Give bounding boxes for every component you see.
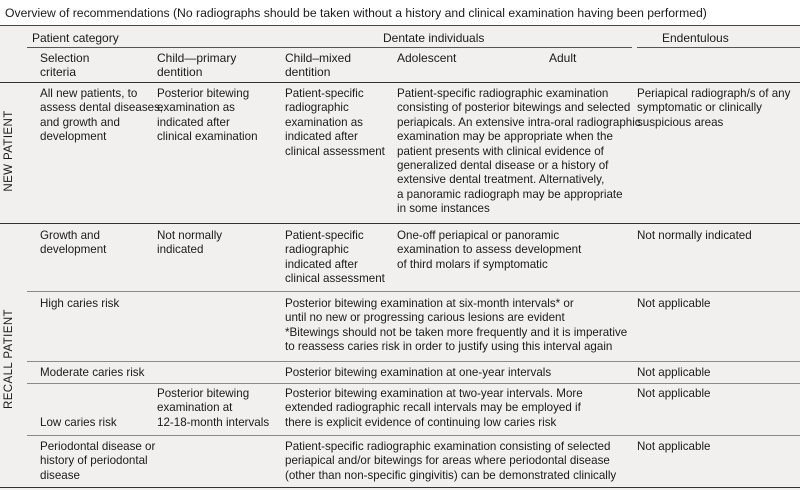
section-divider <box>0 223 800 224</box>
growth-edentulous: Not normally indicated <box>637 229 752 242</box>
high-dentate: Posterior bitewing examination at six-month intervals* or until no new or progressing carious lesions are evident *Bitewings should not be taken more frequently and it is imperative to reassess caries risk in order to justify using this interval again <box>285 297 628 354</box>
section-label-recall-patient: RECALL PATIENT <box>3 309 15 409</box>
table-bottom-rule <box>0 487 800 488</box>
low-child-primary: Posterior bitewing examination at 12-18-month intervals <box>157 387 270 429</box>
row-divider <box>27 435 800 436</box>
row-divider <box>27 291 800 292</box>
high-edentulous: Not applicable <box>637 297 711 310</box>
header-selection-criteria: Selection criteria <box>40 51 90 80</box>
low-edentulous: Not applicable <box>637 387 711 400</box>
header-adult: Adult <box>549 51 577 65</box>
moderate-dentate: Posterior bitewing examination at one-year intervals <box>285 366 552 379</box>
new-child-mixed: Patient-specific radiographic examination as indicated after clinical assessment <box>285 87 385 158</box>
section-label-new-patient: NEW PATIENT <box>3 110 15 192</box>
header-dentate-individuals: Dentate individuals <box>383 31 485 45</box>
growth-criteria: Growth and development <box>40 229 107 257</box>
header-bottom-rule <box>0 82 800 83</box>
header-child-primary: Child—primary dentition <box>157 51 237 80</box>
row-divider <box>27 383 800 384</box>
growth-child-mixed: Patient-specific radiographic indicated after clinical assessment <box>285 229 385 286</box>
header-divider-edentulous <box>637 47 800 48</box>
perio-criteria: Periodontal disease or history of periodontal disease <box>40 440 156 482</box>
header-child-mixed: Child–mixed dentition <box>285 51 352 80</box>
high-criteria: High caries risk <box>40 297 120 310</box>
table-title: Overview of recommendations (No radiographs should be taken without a history and clinical examination having been performed) <box>0 0 800 26</box>
moderate-edentulous: Not applicable <box>637 366 711 379</box>
new-child-primary: Posterior bitewing examination as indicated after clinical examination <box>157 87 258 144</box>
perio-dentate: Patient-specific radiographic examination consisting of selected periapical and/or bitewings for areas where periodontal disease (other than non-specific gingivitis) can be demonstrated clinically <box>285 440 617 482</box>
header-adolescent: Adolescent <box>397 51 457 65</box>
header-patient-category: Patient category <box>32 31 119 45</box>
row-divider <box>27 361 800 362</box>
low-criteria: Low caries risk <box>40 416 117 429</box>
new-adolescent-adult: Patient-specific radiographic examination consisting of posterior bitewings and selected periapicals. An extensive intra-oral radiographic examination may be appropriate when the patient presents with clinical evidence of generalized dental disease or a history of extensive dental treatment. Alternatively, a panoramic radiograph may be appropriate in some instances <box>397 87 641 216</box>
moderate-criteria: Moderate caries risk <box>40 366 145 379</box>
header-divider <box>27 47 632 48</box>
new-edentulous: Periapical radiograph/s of any symptomatic or clinically suspicious areas <box>637 87 791 129</box>
perio-edentulous: Not applicable <box>637 440 711 453</box>
new-criteria: All new patients, to assess dental diseases, and growth and development <box>40 87 164 144</box>
header-edentulous: Endentulous <box>662 31 729 45</box>
growth-child-primary: Not normally indicated <box>157 229 223 257</box>
low-dentate: Posterior bitewing examination at two-year intervals. More extended radiographic recall intervals may be employed if there is explicit evidence of continuing low caries risk <box>285 387 583 429</box>
growth-adolescent-adult: One-off periapical or panoramic examination to assess development of third molars if symptomatic <box>397 229 582 271</box>
